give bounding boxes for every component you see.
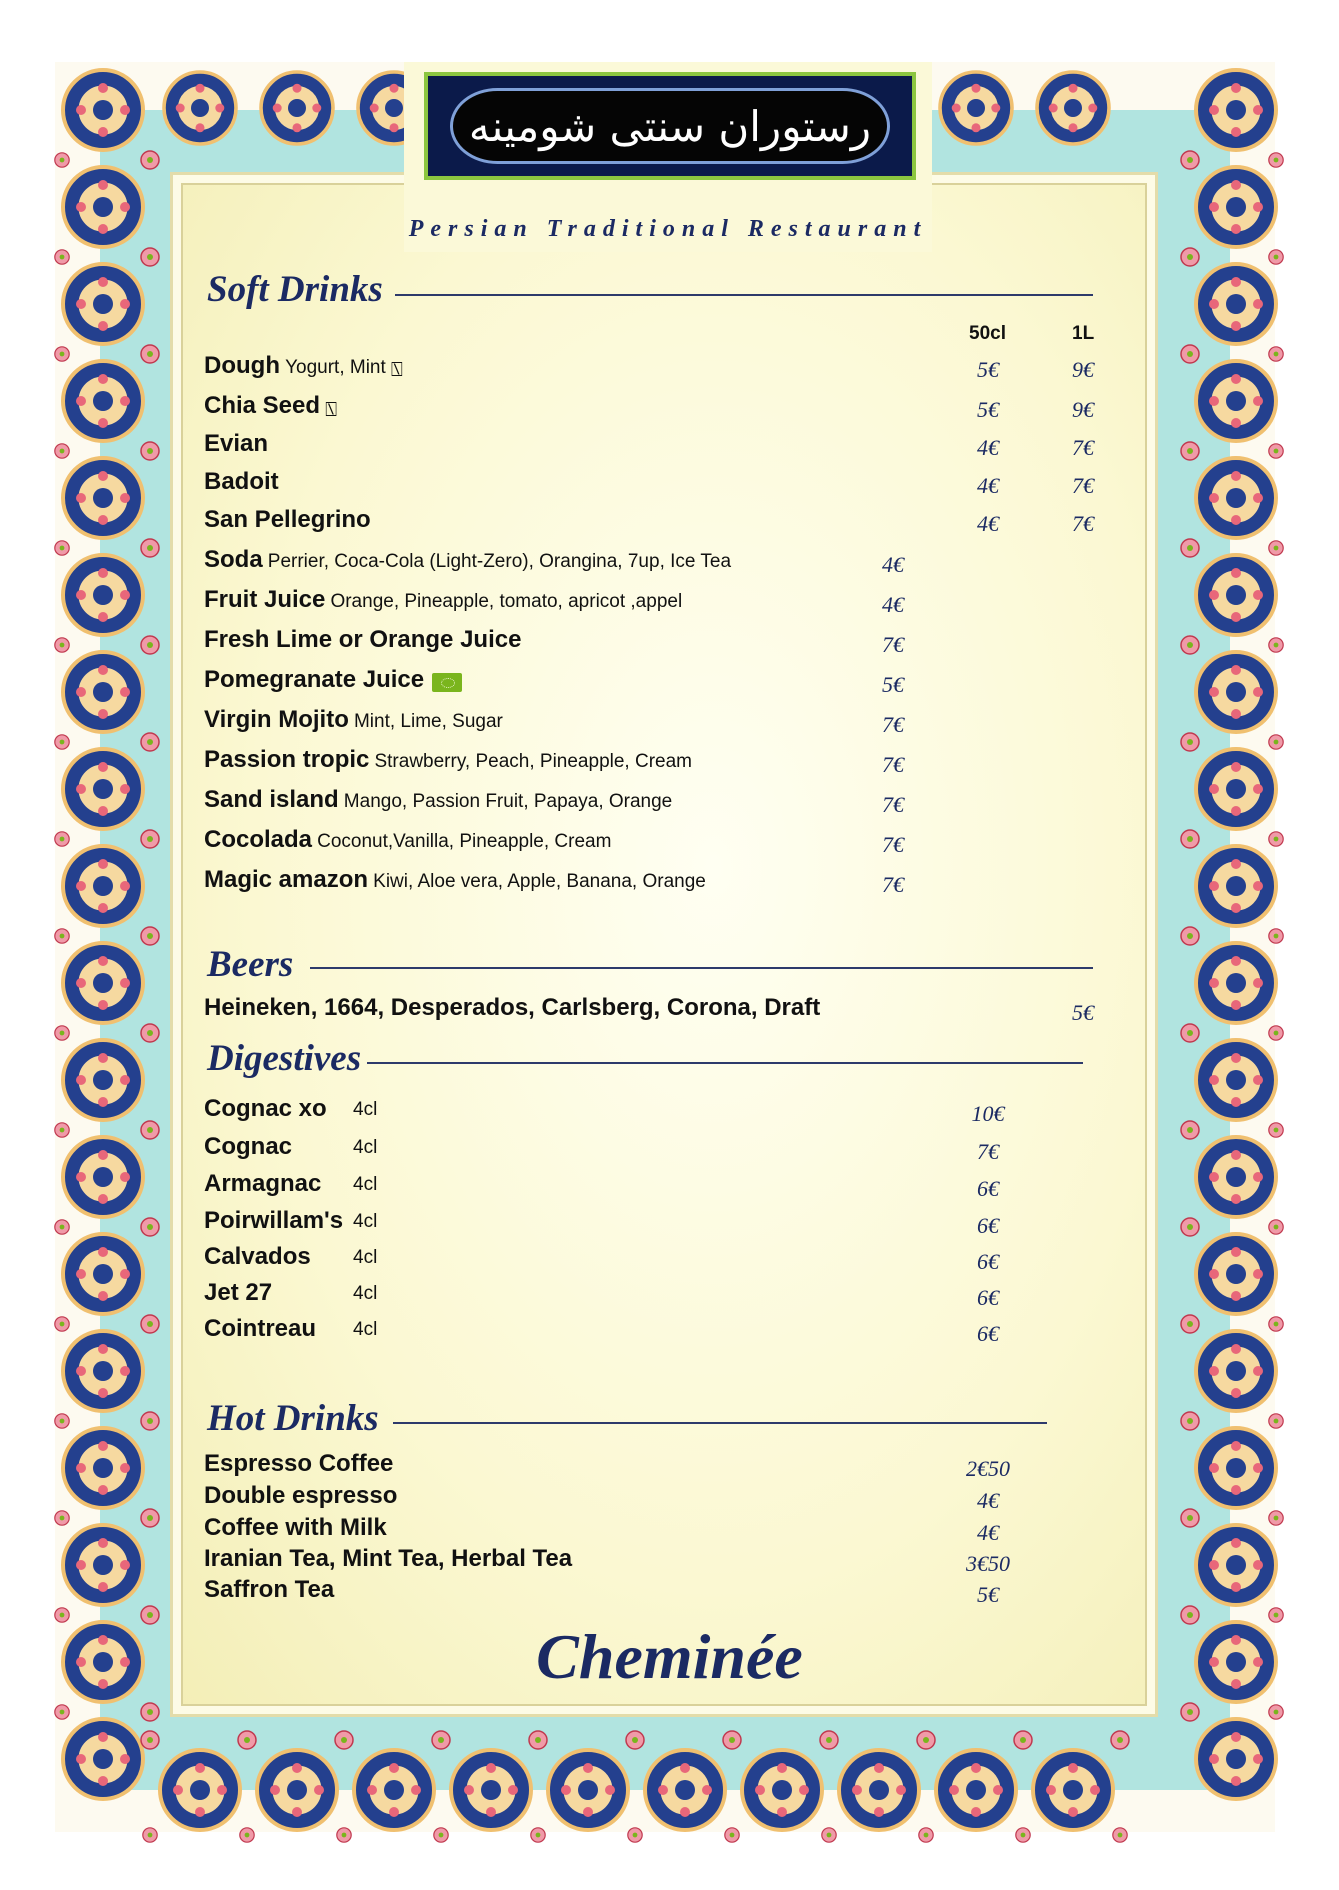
item-size xyxy=(353,1137,377,1159)
item-description: Strawberry, Peach, Pineapple, Cream xyxy=(374,751,692,772)
item-size xyxy=(353,1247,377,1269)
item-description: Coconut,Vanilla, Pineapple, Cream xyxy=(317,831,612,852)
item-name: Iranian Tea, Mint Tea, Herbal Tea xyxy=(204,1545,573,1572)
item-name: Soda xyxy=(204,546,263,573)
menu-item xyxy=(204,1243,311,1271)
section-divider xyxy=(367,1062,1083,1064)
menu-item xyxy=(204,866,706,894)
item-size xyxy=(353,1099,377,1121)
item-name: Saffron Tea xyxy=(204,1576,335,1603)
item-name: Heineken, 1664, Desperados, Carlsberg, Corona, Draft xyxy=(204,994,821,1021)
item-name: Badoit xyxy=(204,468,279,495)
section-divider xyxy=(393,1422,1047,1424)
bottle-icon: ⍂ xyxy=(390,356,403,381)
price-1l: 7€ xyxy=(1072,511,1094,536)
section-divider xyxy=(395,294,1093,296)
item-name: Chia Seed xyxy=(204,392,321,419)
item-price: 5€ xyxy=(1072,1000,1094,1025)
menu-item xyxy=(204,352,403,381)
item-description: Orange, Pineapple, tomato, apricot ,appel xyxy=(330,591,683,612)
item-size-text: 4cl xyxy=(353,1099,378,1120)
item-name: Fresh Lime or Orange Juice xyxy=(204,626,522,653)
menu-item xyxy=(204,626,521,654)
item-price: 4€ xyxy=(882,552,904,577)
item-name: Coffee with Milk xyxy=(204,1514,387,1541)
section-title-beers: Beers xyxy=(207,944,294,985)
item-price: 6€ xyxy=(977,1321,999,1346)
restaurant-name-footer: Cheminée xyxy=(536,1621,803,1692)
item-price: 7€ xyxy=(882,632,904,657)
item-name: Cognac xyxy=(204,1133,293,1160)
column-header-50cl: 50cl xyxy=(969,323,1006,344)
menu-item xyxy=(204,1514,387,1542)
item-description: Yogurt, Mint xyxy=(285,357,386,378)
item-name: Espresso Coffee xyxy=(204,1450,394,1477)
bottle-icon: ⍂ xyxy=(325,396,338,421)
item-name: Sand island xyxy=(204,786,339,813)
item-description: Kiwi, Aloe vera, Apple, Banana, Orange xyxy=(373,871,706,892)
item-name: Passion tropic xyxy=(204,746,370,773)
item-name: Cointreau xyxy=(204,1315,317,1342)
menu-item xyxy=(204,1279,272,1307)
price-50cl: 5€ xyxy=(977,357,999,382)
organic-leaf-icon xyxy=(432,673,462,692)
section-title-digestives: Digestives xyxy=(207,1038,362,1079)
section-title-soft-drinks: Soft Drinks xyxy=(207,269,383,310)
item-price: 7€ xyxy=(882,752,904,777)
item-price: 4€ xyxy=(882,592,904,617)
item-price: 5€ xyxy=(882,672,904,697)
item-size-text: 4cl xyxy=(353,1247,378,1268)
item-name: Evian xyxy=(204,430,269,457)
item-size xyxy=(353,1174,377,1196)
restaurant-subtitle: Persian Traditional Restaurant xyxy=(408,216,928,242)
item-price: 7€ xyxy=(882,872,904,897)
section-title-hot-drinks: Hot Drinks xyxy=(207,1398,379,1439)
column-header-1l: 1L xyxy=(1072,323,1095,344)
menu-item xyxy=(204,1095,327,1123)
item-price: 4€ xyxy=(977,1488,999,1513)
menu-item xyxy=(204,786,672,814)
logo-calligraphy: رستوران سنتی شومینه xyxy=(468,101,872,151)
item-price: 4€ xyxy=(977,1520,999,1545)
item-size-text: 4cl xyxy=(353,1319,378,1340)
menu-item xyxy=(204,1576,334,1604)
item-name: San Pellegrino xyxy=(204,506,371,533)
item-price: 5€ xyxy=(977,1582,999,1607)
item-size-text: 4cl xyxy=(353,1283,378,1304)
menu-item xyxy=(204,430,268,458)
price-1l: 9€ xyxy=(1072,357,1094,382)
item-name: Fruit Juice xyxy=(204,586,326,613)
item-size-text: 4cl xyxy=(353,1137,378,1158)
price-1l: 7€ xyxy=(1072,473,1094,498)
menu-item xyxy=(204,468,279,496)
item-description: Perrier, Coca-Cola (Light-Zero), Orangina, 7up, Ice Tea xyxy=(267,551,732,572)
item-name: Poirwillam's xyxy=(204,1207,344,1234)
item-size xyxy=(353,1283,377,1305)
item-name: Jet 27 xyxy=(204,1279,273,1306)
item-name: Magic amazon xyxy=(204,866,369,893)
item-size xyxy=(353,1211,377,1233)
menu-item xyxy=(204,1170,321,1198)
item-size-text: 4cl xyxy=(353,1211,378,1232)
item-name: Calvados xyxy=(204,1243,311,1270)
menu-item xyxy=(204,706,503,734)
price-1l: 7€ xyxy=(1072,435,1094,460)
item-name: Cognac xo xyxy=(204,1095,327,1122)
item-price: 6€ xyxy=(977,1249,999,1274)
item-price: 3€50 xyxy=(966,1551,1010,1576)
item-price: 6€ xyxy=(977,1176,999,1201)
item-price: 7€ xyxy=(882,832,904,857)
menu-item xyxy=(204,392,337,421)
item-description: Mint, Lime, Sugar xyxy=(353,711,503,732)
restaurant-logo xyxy=(424,72,916,180)
section-divider xyxy=(310,967,1093,969)
item-name: Armagnac xyxy=(204,1170,322,1197)
item-price: 6€ xyxy=(977,1213,999,1238)
menu-item xyxy=(204,826,611,854)
menu-item xyxy=(204,1450,393,1478)
item-price: 7€ xyxy=(882,712,904,737)
menu-item xyxy=(204,746,692,774)
item-size-text: 4cl xyxy=(353,1174,378,1195)
item-name: Virgin Mojito xyxy=(204,706,349,733)
menu-item xyxy=(204,1545,572,1573)
menu-item xyxy=(204,666,462,694)
price-50cl: 5€ xyxy=(977,397,999,422)
item-price: 10€ xyxy=(971,1101,1005,1126)
item-price: 7€ xyxy=(977,1139,999,1164)
item-price: 7€ xyxy=(882,792,904,817)
item-name: Dough xyxy=(204,352,280,379)
item-price: 6€ xyxy=(977,1285,999,1310)
menu-item xyxy=(204,506,371,534)
menu-item xyxy=(204,546,731,574)
menu-item xyxy=(204,1133,292,1161)
menu-item xyxy=(204,1482,397,1510)
item-name: Double espresso xyxy=(204,1482,398,1509)
menu-item xyxy=(204,1315,316,1343)
item-price: 2€50 xyxy=(966,1456,1010,1481)
item-description: Mango, Passion Fruit, Papaya, Orange xyxy=(343,791,673,812)
item-name: Cocolada xyxy=(204,826,313,853)
price-50cl: 4€ xyxy=(977,473,999,498)
price-50cl: 4€ xyxy=(977,511,999,536)
menu-item xyxy=(204,994,820,1022)
item-name: Pomegranate Juice xyxy=(204,666,425,693)
item-size xyxy=(353,1319,377,1341)
price-50cl: 4€ xyxy=(977,435,999,460)
menu-item xyxy=(204,586,682,614)
price-1l: 9€ xyxy=(1072,397,1094,422)
menu-item xyxy=(204,1207,343,1235)
